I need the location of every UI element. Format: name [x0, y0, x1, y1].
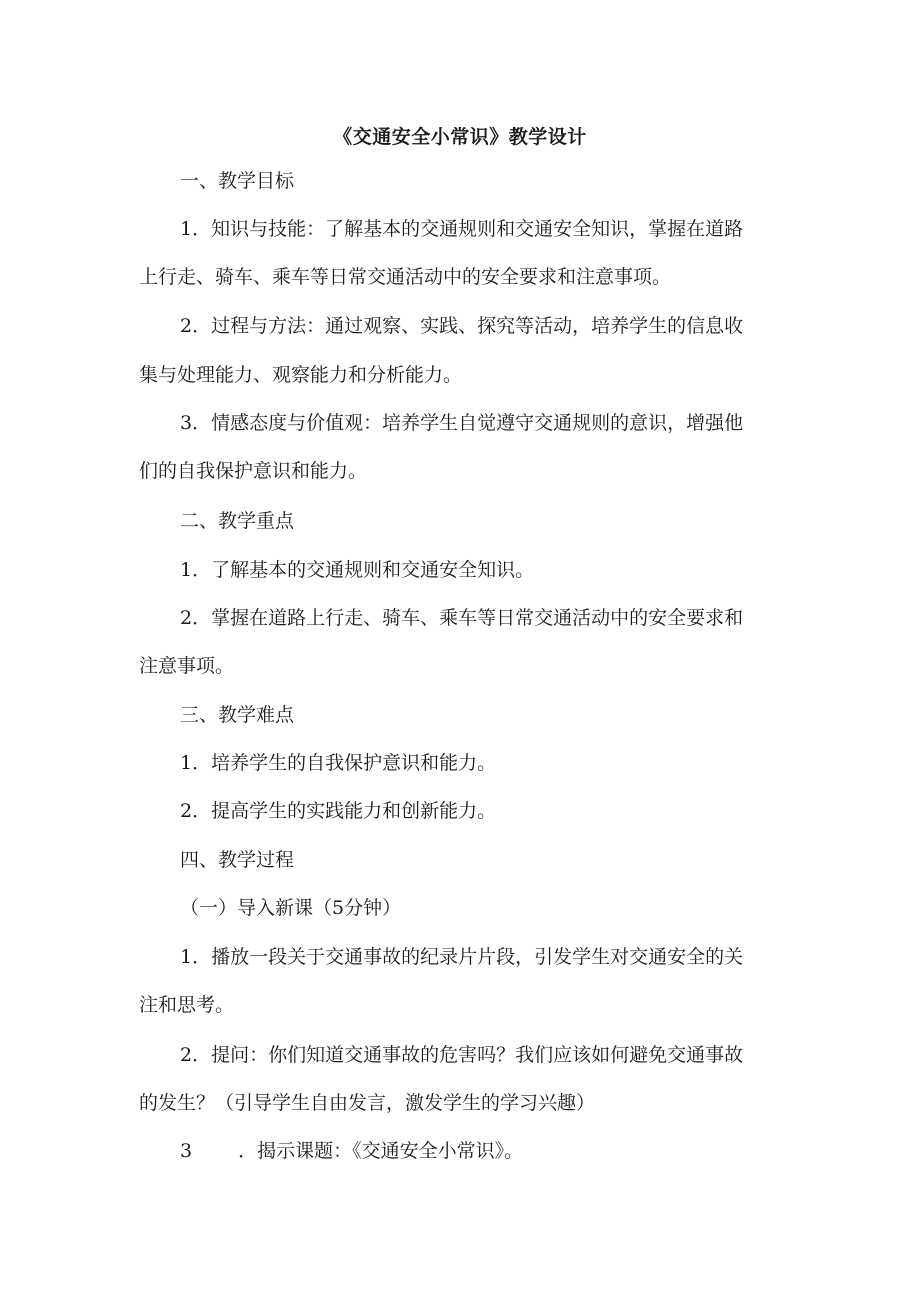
paragraph-line: 1．知识与技能：了解基本的交通规则和交通安全知识，掌握在道路 — [180, 218, 744, 240]
item-text: ．揭示课题：《交通安全小常识》。 — [238, 1140, 524, 1162]
paragraph-line: 1．培养学生的自我保护意识和能力。 — [180, 752, 497, 774]
section-heading-difficulties: 三、教学难点 — [180, 704, 295, 726]
paragraph-line: 2．掌握在道路上行走、骑车、乘车等日常交通活动中的安全要求和 — [180, 607, 744, 629]
paragraph-line: 1．了解基本的交通规则和交通安全知识。 — [180, 559, 535, 581]
paragraph-line: 的发生？（引导学生自由发言，激发学生的学习兴趣） — [139, 1092, 596, 1114]
paragraph-line-last — [180, 1138, 828, 1164]
paragraph-line: 们的自我保护意识和能力。 — [139, 460, 368, 482]
subsection-heading: （一）导入新课（5分钟） — [180, 897, 402, 919]
paragraph-line: 3．情感态度与价值观：培养学生自觉遵守交通规则的意识，增强他 — [180, 412, 744, 434]
paragraph-line: 2．提高学生的实践能力和创新能力。 — [180, 800, 497, 822]
paragraph-line: 2．提问：你们知道交通事故的危害吗？我们应该如何避免交通事故 — [180, 1044, 744, 1066]
section-heading-process: 四、教学过程 — [180, 849, 295, 871]
paragraph-line: 注意事项。 — [139, 655, 235, 677]
paragraph-line: 上行走、骑车、乘车等日常交通活动中的安全要求和注意事项。 — [139, 266, 672, 288]
paragraph-line: 注和思考。 — [139, 994, 235, 1016]
paragraph-line: 2．过程与方法：通过观察、实践、探究等活动，培养学生的信息收 — [180, 315, 744, 337]
paragraph-line: 集与处理能力、观察能力和分析能力。 — [139, 364, 463, 386]
section-heading-objectives: 一、教学目标 — [180, 170, 295, 192]
section-heading-key-points: 二、教学重点 — [180, 510, 295, 532]
document-title: 《交通安全小常识》教学设计 — [333, 126, 587, 148]
paragraph-line: 1．播放一段关于交通事故的纪录片片段，引发学生对交通安全的关 — [180, 946, 744, 968]
item-number: 3 — [180, 1140, 193, 1162]
